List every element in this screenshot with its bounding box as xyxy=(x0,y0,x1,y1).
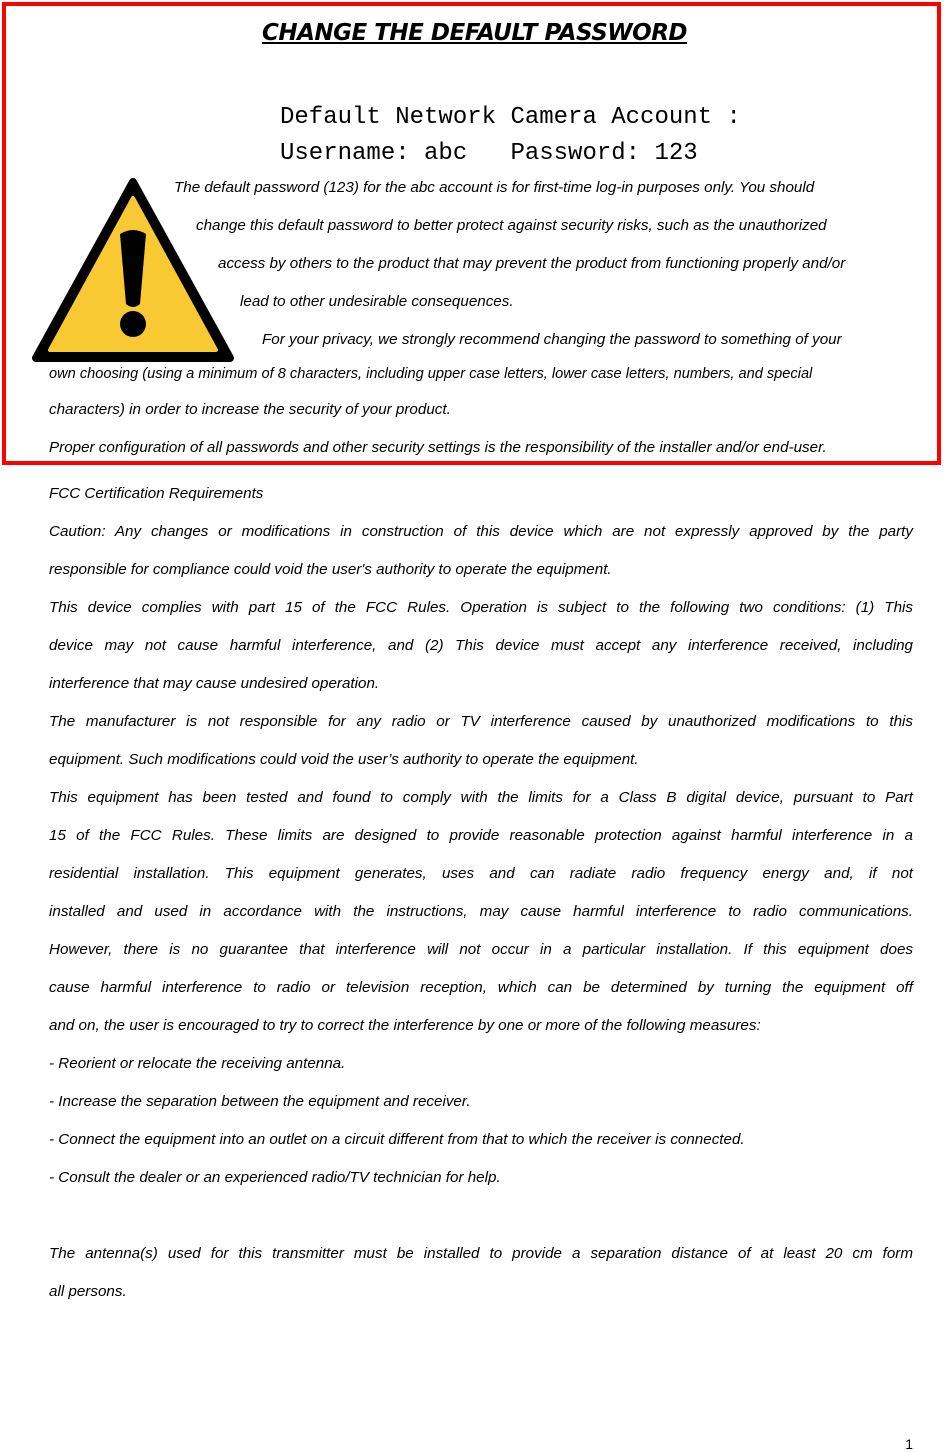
warning-line-1: The default password (123) for the abc account is for first-time log-in purposes only. You should xyxy=(174,179,815,196)
fcc-line-13: cause harmful interference to radio or television reception, which can be determined by turning the equipment off xyxy=(49,979,913,996)
account-heading: Default Network Camera Account : xyxy=(280,104,741,131)
fcc-measure-2: - Increase the separation between the equipment and receiver. xyxy=(49,1093,471,1110)
fcc-line-9: 15 of the FCC Rules. These limits are designed to provide reasonable protection against harmful interference in a xyxy=(49,827,913,844)
fcc-measure-1: - Reorient or relocate the receiving antenna. xyxy=(49,1055,346,1072)
fcc-line-14: and on, the user is encouraged to try to correct the interference by one or more of the following measures: xyxy=(49,1017,761,1034)
antenna-line-1: The antenna(s) used for this transmitter must be installed to provide a separation distance of at least 20 cm form xyxy=(49,1245,913,1262)
warning-line-8: Proper configuration of all passwords and other security settings is the responsibility of the installer and/or end-user. xyxy=(49,439,827,456)
warning-title: CHANGE THE DEFAULT PASSWORD xyxy=(261,20,688,46)
fcc-line-7: equipment. Such modifications could void the user’s authority to operate the equipment. xyxy=(49,751,639,768)
fcc-line-5: interference that may cause undesired operation. xyxy=(49,675,380,692)
fcc-heading: FCC Certification Requirements xyxy=(49,485,264,502)
fcc-line-10: residential installation. This equipment generates, uses and can radiate radio frequency energy and, if not xyxy=(49,865,913,882)
fcc-line-1: Caution: Any changes or modifications in construction of this device which are not expressly approved by the party xyxy=(49,523,913,540)
fcc-line-3: This device complies with part 15 of the FCC Rules. Operation is subject to the following two conditions: (1) This xyxy=(49,599,913,616)
antenna-line-2: all persons. xyxy=(49,1283,127,1300)
page-number: 1 xyxy=(905,1436,913,1452)
warning-line-4: lead to other undesirable consequences. xyxy=(240,293,514,310)
warning-line-6: own choosing (using a minimum of 8 characters, including upper case letters, lower case letters, numbers, and special xyxy=(49,366,813,382)
fcc-line-6: The manufacturer is not responsible for any radio or TV interference caused by unauthorized modifications to this xyxy=(49,713,913,730)
warning-line-7: characters) in order to increase the security of your product. xyxy=(49,401,451,418)
fcc-line-11: installed and used in accordance with the instructions, may cause harmful interference to radio communications. xyxy=(49,903,913,920)
fcc-line-2: responsible for compliance could void the user's authority to operate the equipment. xyxy=(49,561,612,578)
fcc-line-12: However, there is no guarantee that interference will not occur in a particular installation. If this equipment does xyxy=(49,941,913,958)
fcc-measure-3: - Connect the equipment into an outlet on a circuit different from that to which the receiver is connected. xyxy=(49,1131,745,1148)
warning-line-5: For your privacy, we strongly recommend changing the password to something of your xyxy=(262,331,842,348)
fcc-measure-4: - Consult the dealer or an experienced radio/TV technician for help. xyxy=(49,1169,501,1186)
account-credentials: Username: abc Password: 123 xyxy=(280,140,698,167)
warning-line-2: change this default password to better protect against security risks, such as the unauthorized xyxy=(196,217,827,234)
fcc-line-4: device may not cause harmful interference, and (2) This device must accept any interference received, including xyxy=(49,637,913,654)
warning-line-3: access by others to the product that may prevent the product from functioning properly and/or xyxy=(218,255,846,272)
warning-triangle-icon xyxy=(30,176,236,366)
fcc-line-8: This equipment has been tested and found to comply with the limits for a Class B digital device, pursuant to Part xyxy=(49,789,913,806)
